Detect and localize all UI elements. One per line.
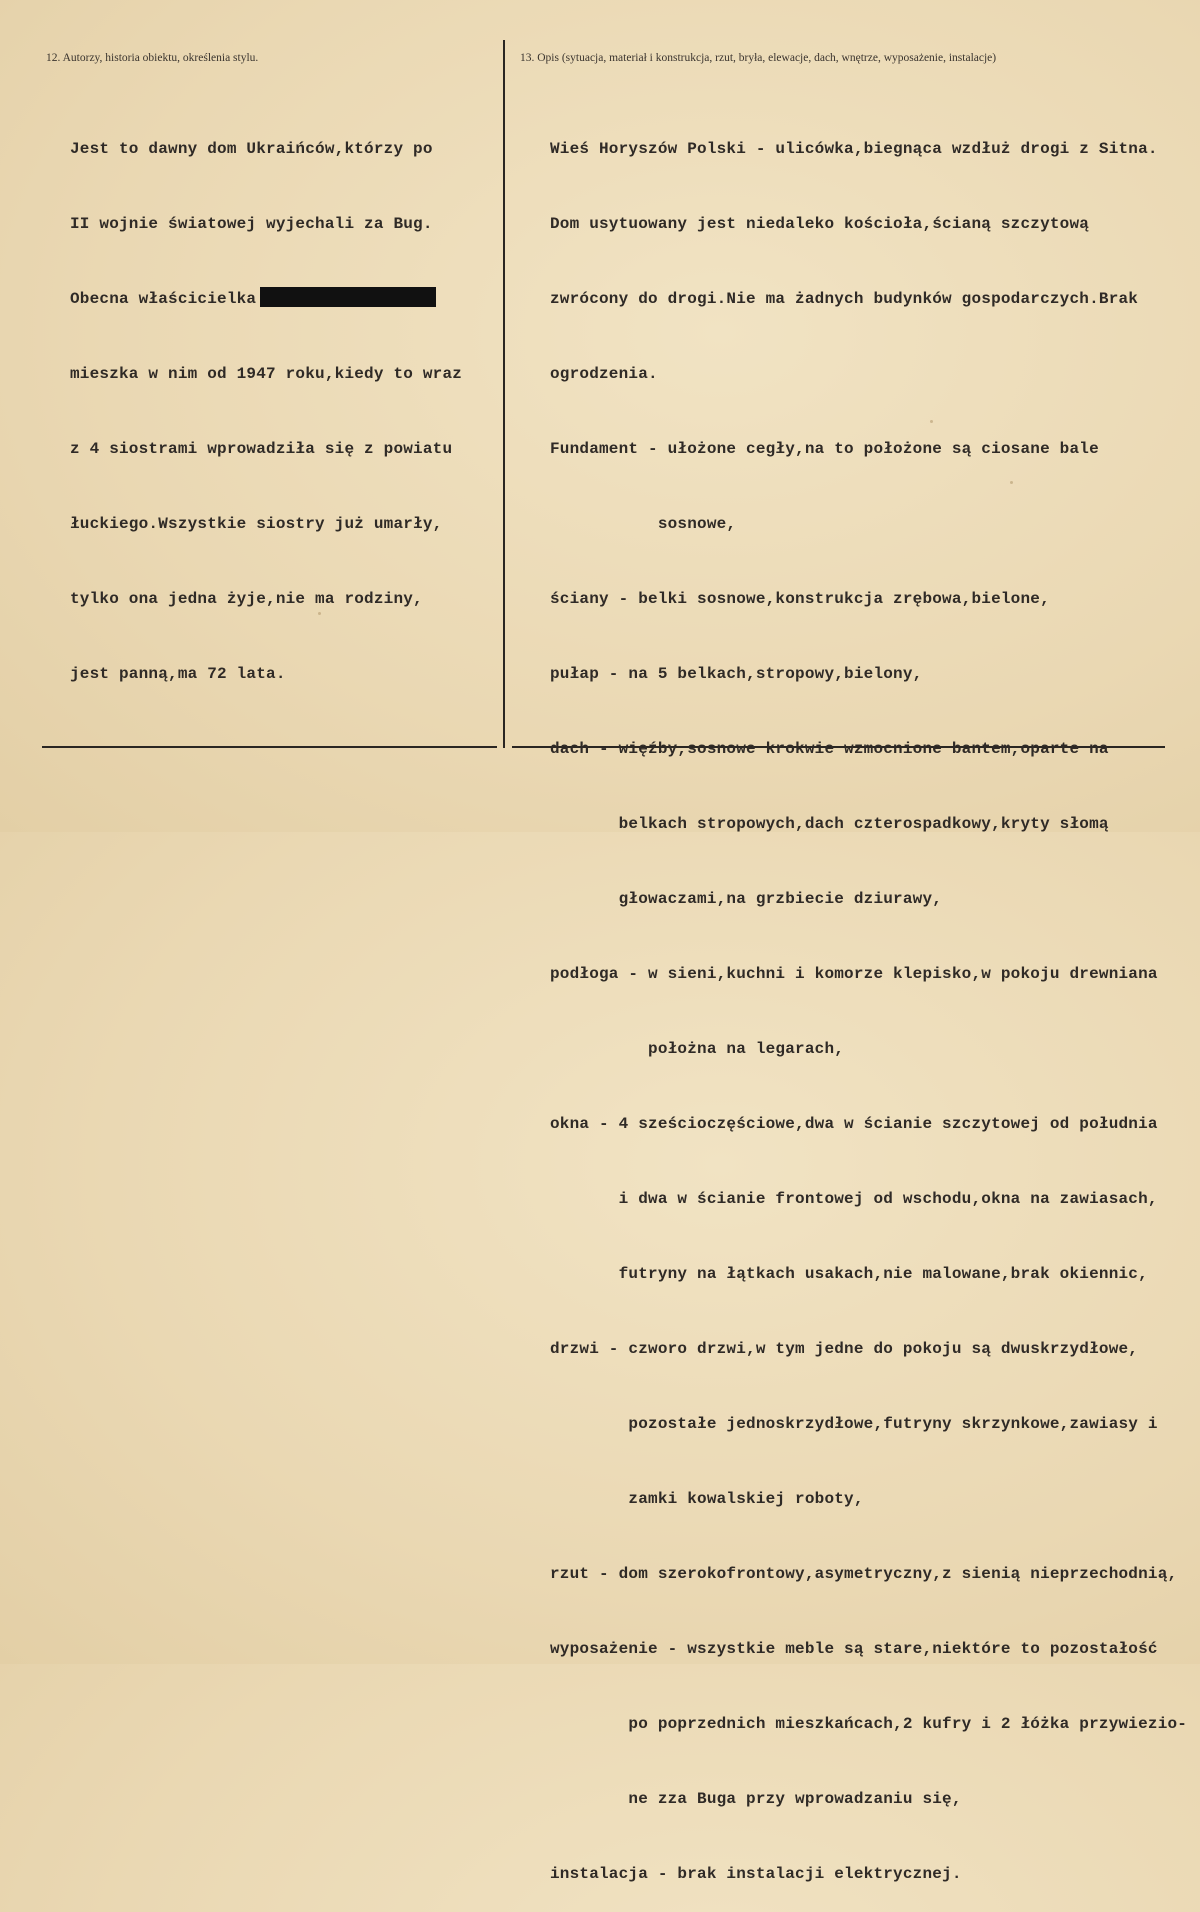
text-line: pozostałe jednoskrzydłowe,futryny skrzynkowe,zawiasy i bbox=[550, 1415, 1158, 1433]
text-line: głowaczami,na grzbiecie dziurawy, bbox=[550, 890, 943, 908]
text-line: sosnowe, bbox=[550, 515, 737, 533]
text-line: Jest to dawny dom Ukraińców,którzy po bbox=[70, 140, 433, 158]
text-line: instalacja - brak instalacji elektrycznej. bbox=[550, 1865, 962, 1883]
text-line: rzut - dom szerokofrontowy,asymetryczny,z sienią nieprzechodnią, bbox=[550, 1565, 1178, 1583]
text-line bbox=[70, 287, 462, 312]
text-line: pułap - na 5 belkach,stropowy,bielony, bbox=[550, 665, 923, 683]
text-line: futryny na łątkach usakach,nie malowane,brak okiennic, bbox=[550, 1265, 1148, 1283]
text-line: tylko ona jedna żyje,nie ma rodziny, bbox=[70, 590, 423, 608]
text-line: dach - więźby,sosnowe krokwie wzmocnione bantem,oparte na bbox=[550, 740, 1109, 758]
text-line: i dwa w ścianie frontowej od wschodu,okna na zawiasach, bbox=[550, 1190, 1158, 1208]
section-12-body bbox=[70, 87, 462, 712]
column-divider bbox=[503, 40, 505, 748]
text-line: położna na legarach, bbox=[550, 1040, 845, 1058]
text-line: okna - 4 sześcioczęściowe,dwa w ścianie szczytowej od południa bbox=[550, 1115, 1158, 1133]
text-line: Wieś Horyszów Polski - ulicówka,biegnąca wzdłuż drogi z Sitna. bbox=[550, 140, 1158, 158]
text-line: wyposażenie - wszystkie meble są stare,niektóre to pozostałość bbox=[550, 1640, 1158, 1658]
text-line: belkach stropowych,dach czterospadkowy,kryty słomą bbox=[550, 815, 1109, 833]
text-line: zamki kowalskiej roboty, bbox=[550, 1490, 864, 1508]
text-line: Dom usytuowany jest niedaleko kościoła,ścianą szczytową bbox=[550, 215, 1090, 233]
text-line: po poprzednich mieszkańcach,2 kufry i 2 łóżka przywiezio- bbox=[550, 1715, 1188, 1733]
section-12-header: 12. Autorzy, historia obiektu, określenia stylu. bbox=[46, 52, 259, 64]
text-line: ogrodzenia. bbox=[550, 365, 658, 383]
paper-speck bbox=[930, 420, 933, 423]
bottom-rule-left bbox=[42, 746, 497, 748]
text-line: ne zza Buga przy wprowadzaniu się, bbox=[550, 1790, 962, 1808]
text-line: łuckiego.Wszystkie siostry już umarły, bbox=[70, 515, 443, 533]
paper-speck bbox=[1010, 481, 1013, 484]
text-line: z 4 siostrami wprowadziła się z powiatu bbox=[70, 440, 453, 458]
paper-speck bbox=[318, 612, 321, 615]
section-13-header: 13. Opis (sytuacja, materiał i konstrukcja, rzut, bryła, elewacje, dach, wnętrze, wyposażenie, instalacje) bbox=[520, 52, 997, 64]
text-line: jest panną,ma 72 lata. bbox=[70, 665, 286, 683]
section-13-body bbox=[550, 87, 1187, 1912]
text-line: drzwi - czworo drzwi,w tym jedne do pokoju są dwuskrzydłowe, bbox=[550, 1340, 1139, 1358]
text-line: II wojnie światowej wyjechali za Bug. bbox=[70, 215, 433, 233]
text-line: podłoga - w sieni,kuchni i komorze klepisko,w pokoju drewniana bbox=[550, 965, 1158, 983]
text-line: zwrócony do drogi.Nie ma żadnych budynków gospodarczych.Brak bbox=[550, 290, 1139, 308]
owner-label: Obecna właścicielka bbox=[70, 290, 257, 308]
text-line: mieszka w nim od 1947 roku,kiedy to wraz bbox=[70, 365, 463, 383]
text-line: Fundament - ułożone cegły,na to położone są ciosane bale bbox=[550, 440, 1099, 458]
text-line: ściany - belki sosnowe,konstrukcja zrębowa,bielone, bbox=[550, 590, 1050, 608]
redaction-bar bbox=[260, 287, 436, 307]
